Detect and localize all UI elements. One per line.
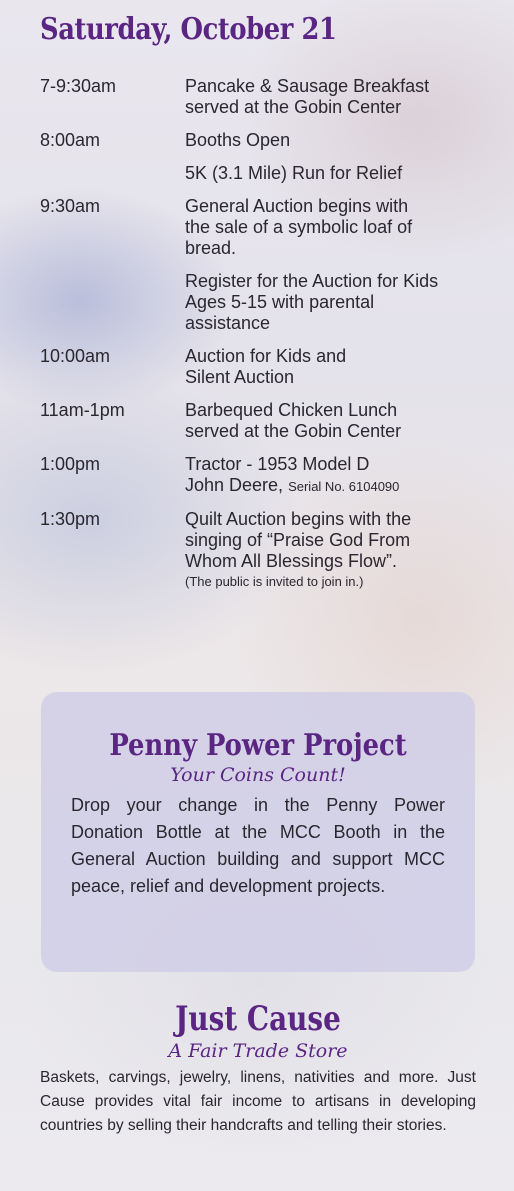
description-line: Silent Auction [185,367,295,387]
description-line: Booths Open [185,130,291,150]
schedule-description [185,76,500,118]
description-line: Quilt Auction begins with the [185,509,412,529]
schedule-description [185,400,500,442]
schedule-row [40,454,500,497]
schedule-row [40,163,500,184]
description-line: bread. [185,238,237,258]
schedule-description [185,163,500,184]
description-line: Register for the Auction for Kids [185,271,439,291]
schedule-row [40,400,500,442]
schedule-row [40,76,500,118]
schedule-description [185,196,500,259]
schedule-row [40,346,500,388]
penny-power-panel [41,692,475,972]
description-line: singing of “Praise God From [185,530,411,550]
schedule-time: 10:00am [40,346,111,366]
penny-power-body: Drop your change in the Penny Power Donation Bottle at the MCC Booth in the General Auction building and support MCC peace, relief and development projects. [71,795,445,896]
schedule-description [185,271,500,334]
schedule-time [40,163,185,184]
serial-number: Serial No. 6104090 [288,479,400,494]
schedule-row [40,271,500,334]
description-line: the sale of a symbolic loaf of [185,217,413,237]
schedule-time: 9:30am [40,196,101,216]
just-cause-body: Baskets, carvings, jewelry, linens, nativities and more. Just Cause provides vital fair income to artisans in developing countries by selling their handcrafts and telling their stories. [40,1069,476,1134]
description-line: Whom All Blessings Flow”. [185,551,398,571]
schedule-row [40,196,500,259]
description-line [185,475,500,497]
just-cause-subtitle: A Fair Trade Store [168,1040,348,1062]
penny-power-subtitle: Your Coins Count! [170,764,346,786]
page-heading: Saturday, October 21 [40,12,337,47]
description-line: Tractor - 1953 Model D [185,454,370,474]
description-line: assistance [185,313,271,333]
schedule-time: 7-9:30am [40,76,117,96]
schedule-row [40,509,500,591]
schedule-list [40,76,500,603]
description-line: Barbequed Chicken Lunch [185,400,398,420]
schedule-row [40,130,500,151]
schedule-description [185,130,500,151]
schedule-time [40,271,185,334]
description-line: served at the Gobin Center [185,97,402,117]
description-text: John Deere, [185,475,284,495]
schedule-note: (The public is invited to join in.) [185,574,364,589]
schedule-time: 1:00pm [40,454,101,474]
just-cause-title: Just Cause [175,999,341,1039]
penny-power-title: Penny Power Project [109,728,407,763]
description-line: Auction for Kids and [185,346,347,366]
schedule-description [185,509,500,591]
schedule-time: 11am-1pm [40,400,125,420]
description-line: Ages 5-15 with parental [185,292,375,312]
schedule-time: 8:00am [40,130,101,150]
schedule-description [185,454,500,497]
schedule-time: 1:30pm [40,509,101,529]
description-line: 5K (3.1 Mile) Run for Relief [185,163,403,183]
schedule-description [185,346,500,388]
just-cause-section [40,998,476,1138]
description-line: served at the Gobin Center [185,421,402,441]
description-line: Pancake & Sausage Breakfast [185,76,430,96]
description-line: General Auction begins with [185,196,409,216]
